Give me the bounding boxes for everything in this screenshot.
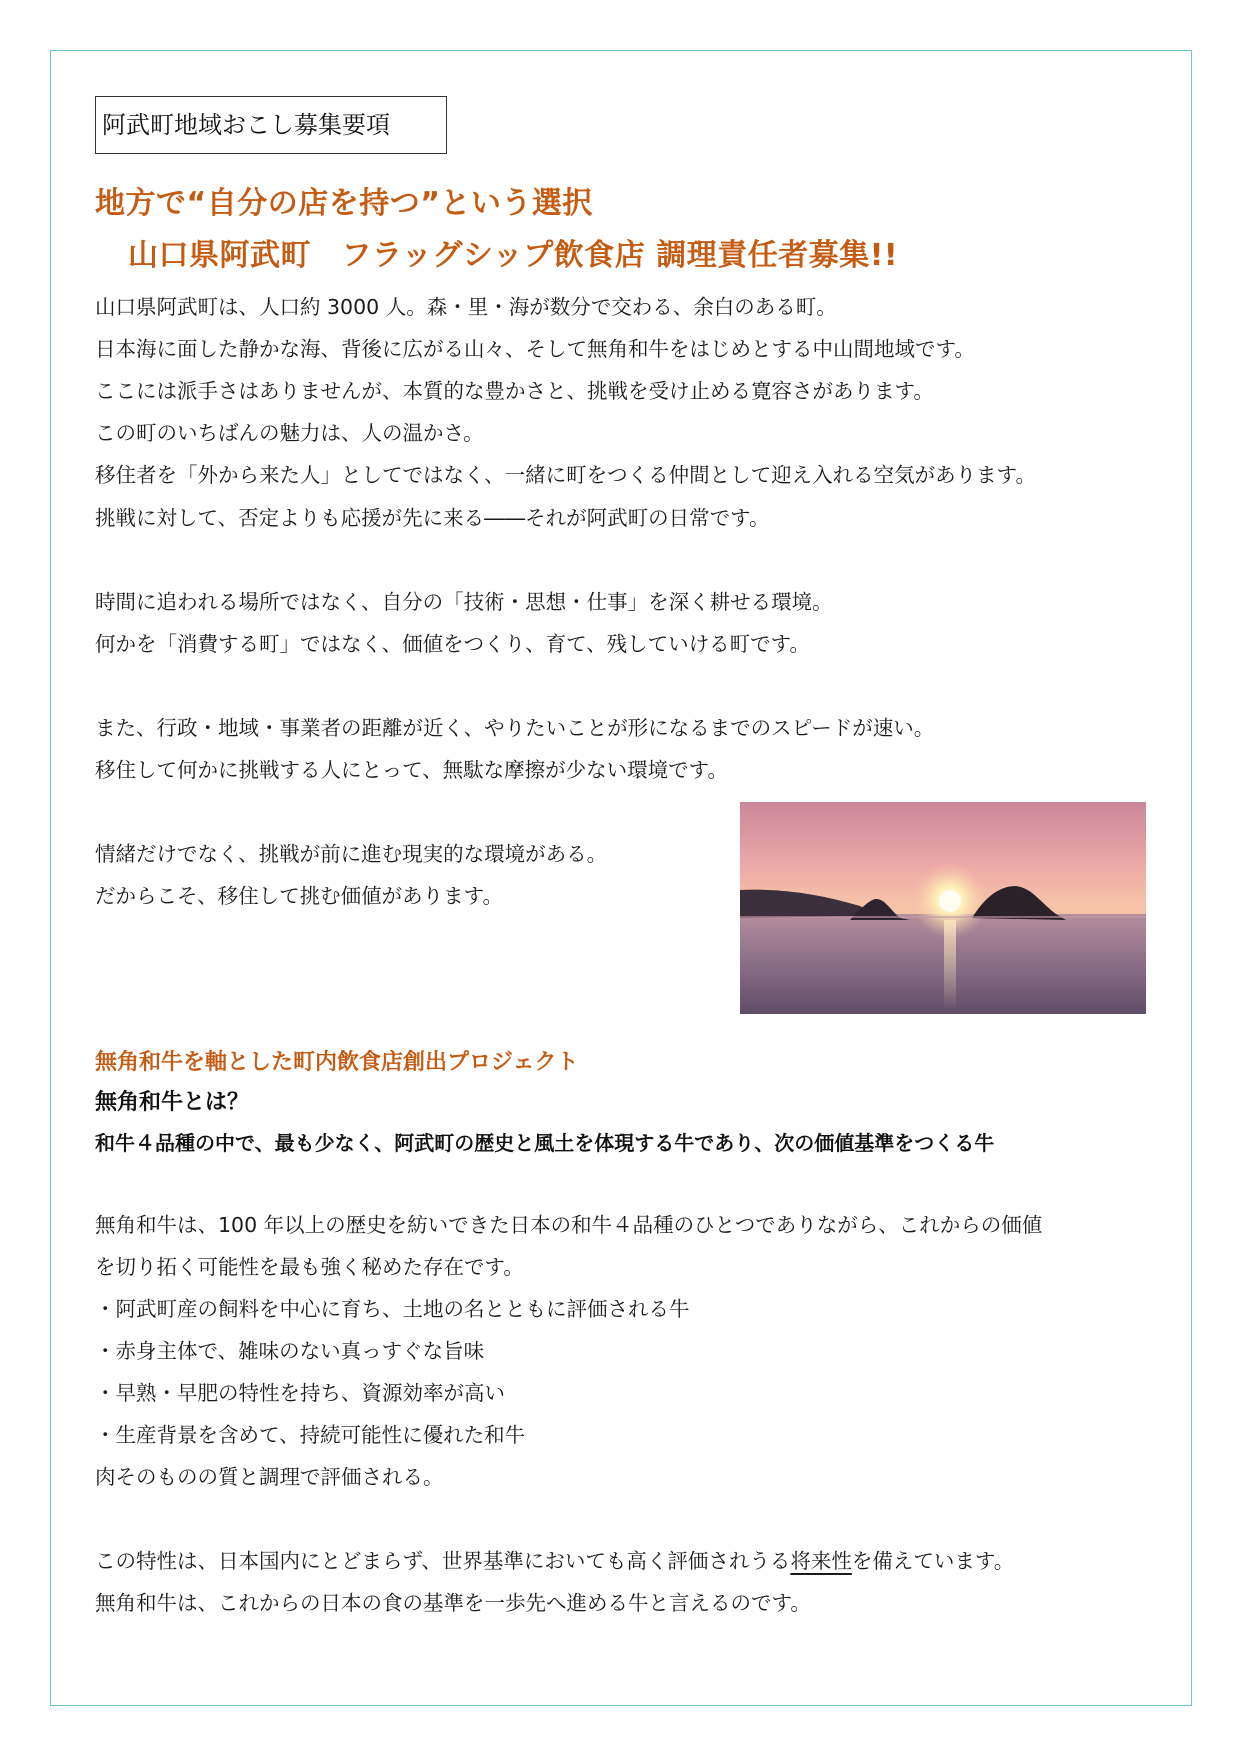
paragraph-line: また、行政・地域・事業者の距離が近く、やりたいことが形になるまでのスピードが速い。 [95, 716, 935, 740]
closing-line: 無角和牛は、これからの日本の食の基準を一歩先へ進める牛と言えるのです。 [95, 1591, 811, 1615]
intro-line: 山口県阿武町は、人口約 3000 人。森・里・海が数分で交わる、余白のある町。 [95, 295, 837, 319]
intro-line: 挑戦に対して、否定よりも応援が先に来る――それが阿武町の日常です。 [95, 506, 770, 530]
intro-line: ここには派手さはありませんが、本質的な豊かさと、挑戦を受け止める寛容さがあります。 [95, 379, 934, 403]
question-subtitle: 和牛４品種の中で、最も少なく、阿武町の歴史と風土を体現する牛であり、次の価値基準をつくる牛 [95, 1131, 995, 1155]
paragraph-line: 移住して何かに挑戦する人にとって、無駄な摩擦が少ない環境です。 [95, 758, 729, 782]
bullet-item: ・赤身主体で、雑味のない真っすぐな旨味 [95, 1339, 485, 1363]
paragraph-line: 情緒だけでなく、挑戦が前に進む現実的な環境がある。 [95, 842, 608, 866]
paragraph-line: だからこそ、移住して挑む価値があります。 [95, 884, 503, 908]
intro-line: 日本海に面した静かな海、背後に広がる山々、そして無角和牛をはじめとする中山間地域です。 [95, 337, 975, 361]
section-title: 無角和牛を軸とした町内飲食店創出プロジェクト [95, 1050, 579, 1075]
headline-recruitment: 山口県阿武町 フラッグシップ飲食店 調理責任者募集!! [128, 238, 899, 273]
intro-line: この町のいちばんの魅力は、人の温かさ。 [95, 421, 484, 445]
closing-line [95, 1547, 1014, 1575]
closing-text-post: を備えています。 [851, 1549, 1015, 1573]
underlined-term: 将来性 [790, 1549, 852, 1573]
bullet-item: ・阿武町産の飼料を中心に育ち、土地の名とともに評価される牛 [95, 1297, 690, 1321]
sunset-sea-photo [740, 802, 1146, 1014]
description-line: 肉そのものの質と調理で評価される。 [95, 1465, 444, 1489]
question-title: 無角和牛とは？ [95, 1090, 250, 1115]
description-line: を切り拓く可能性を最も強く秘めた存在です。 [95, 1255, 524, 1279]
bullet-item: ・早熟・早肥の特性を持ち、資源効率が高い [95, 1381, 505, 1405]
paragraph-line: 何かを「消費する町」ではなく、価値をつくり、育て、残していける町です。 [95, 632, 811, 656]
bullet-item: ・生産背景を含めて、持続可能性に優れた和牛 [95, 1423, 526, 1447]
description-line: 無角和牛は、100 年以上の歴史を紡いできた日本の和牛４品種のひとつでありながら、これからの価値 [95, 1213, 1043, 1237]
paragraph-line: 時間に追われる場所ではなく、自分の「技術・思想・仕事」を深く耕せる環境。 [95, 590, 833, 614]
closing-text-pre: この特性は、日本国内にとどまらず、世界基準においても高く評価されうる [95, 1549, 791, 1573]
document-label: 阿武町地域おこし募集要項 [95, 96, 447, 154]
intro-line: 移住者を「外から来た人」としてではなく、一緒に町をつくる仲間として迎え入れる空気があります。 [95, 463, 1036, 487]
headline-main: 地方で“自分の店を持つ”という選択 [95, 186, 593, 221]
